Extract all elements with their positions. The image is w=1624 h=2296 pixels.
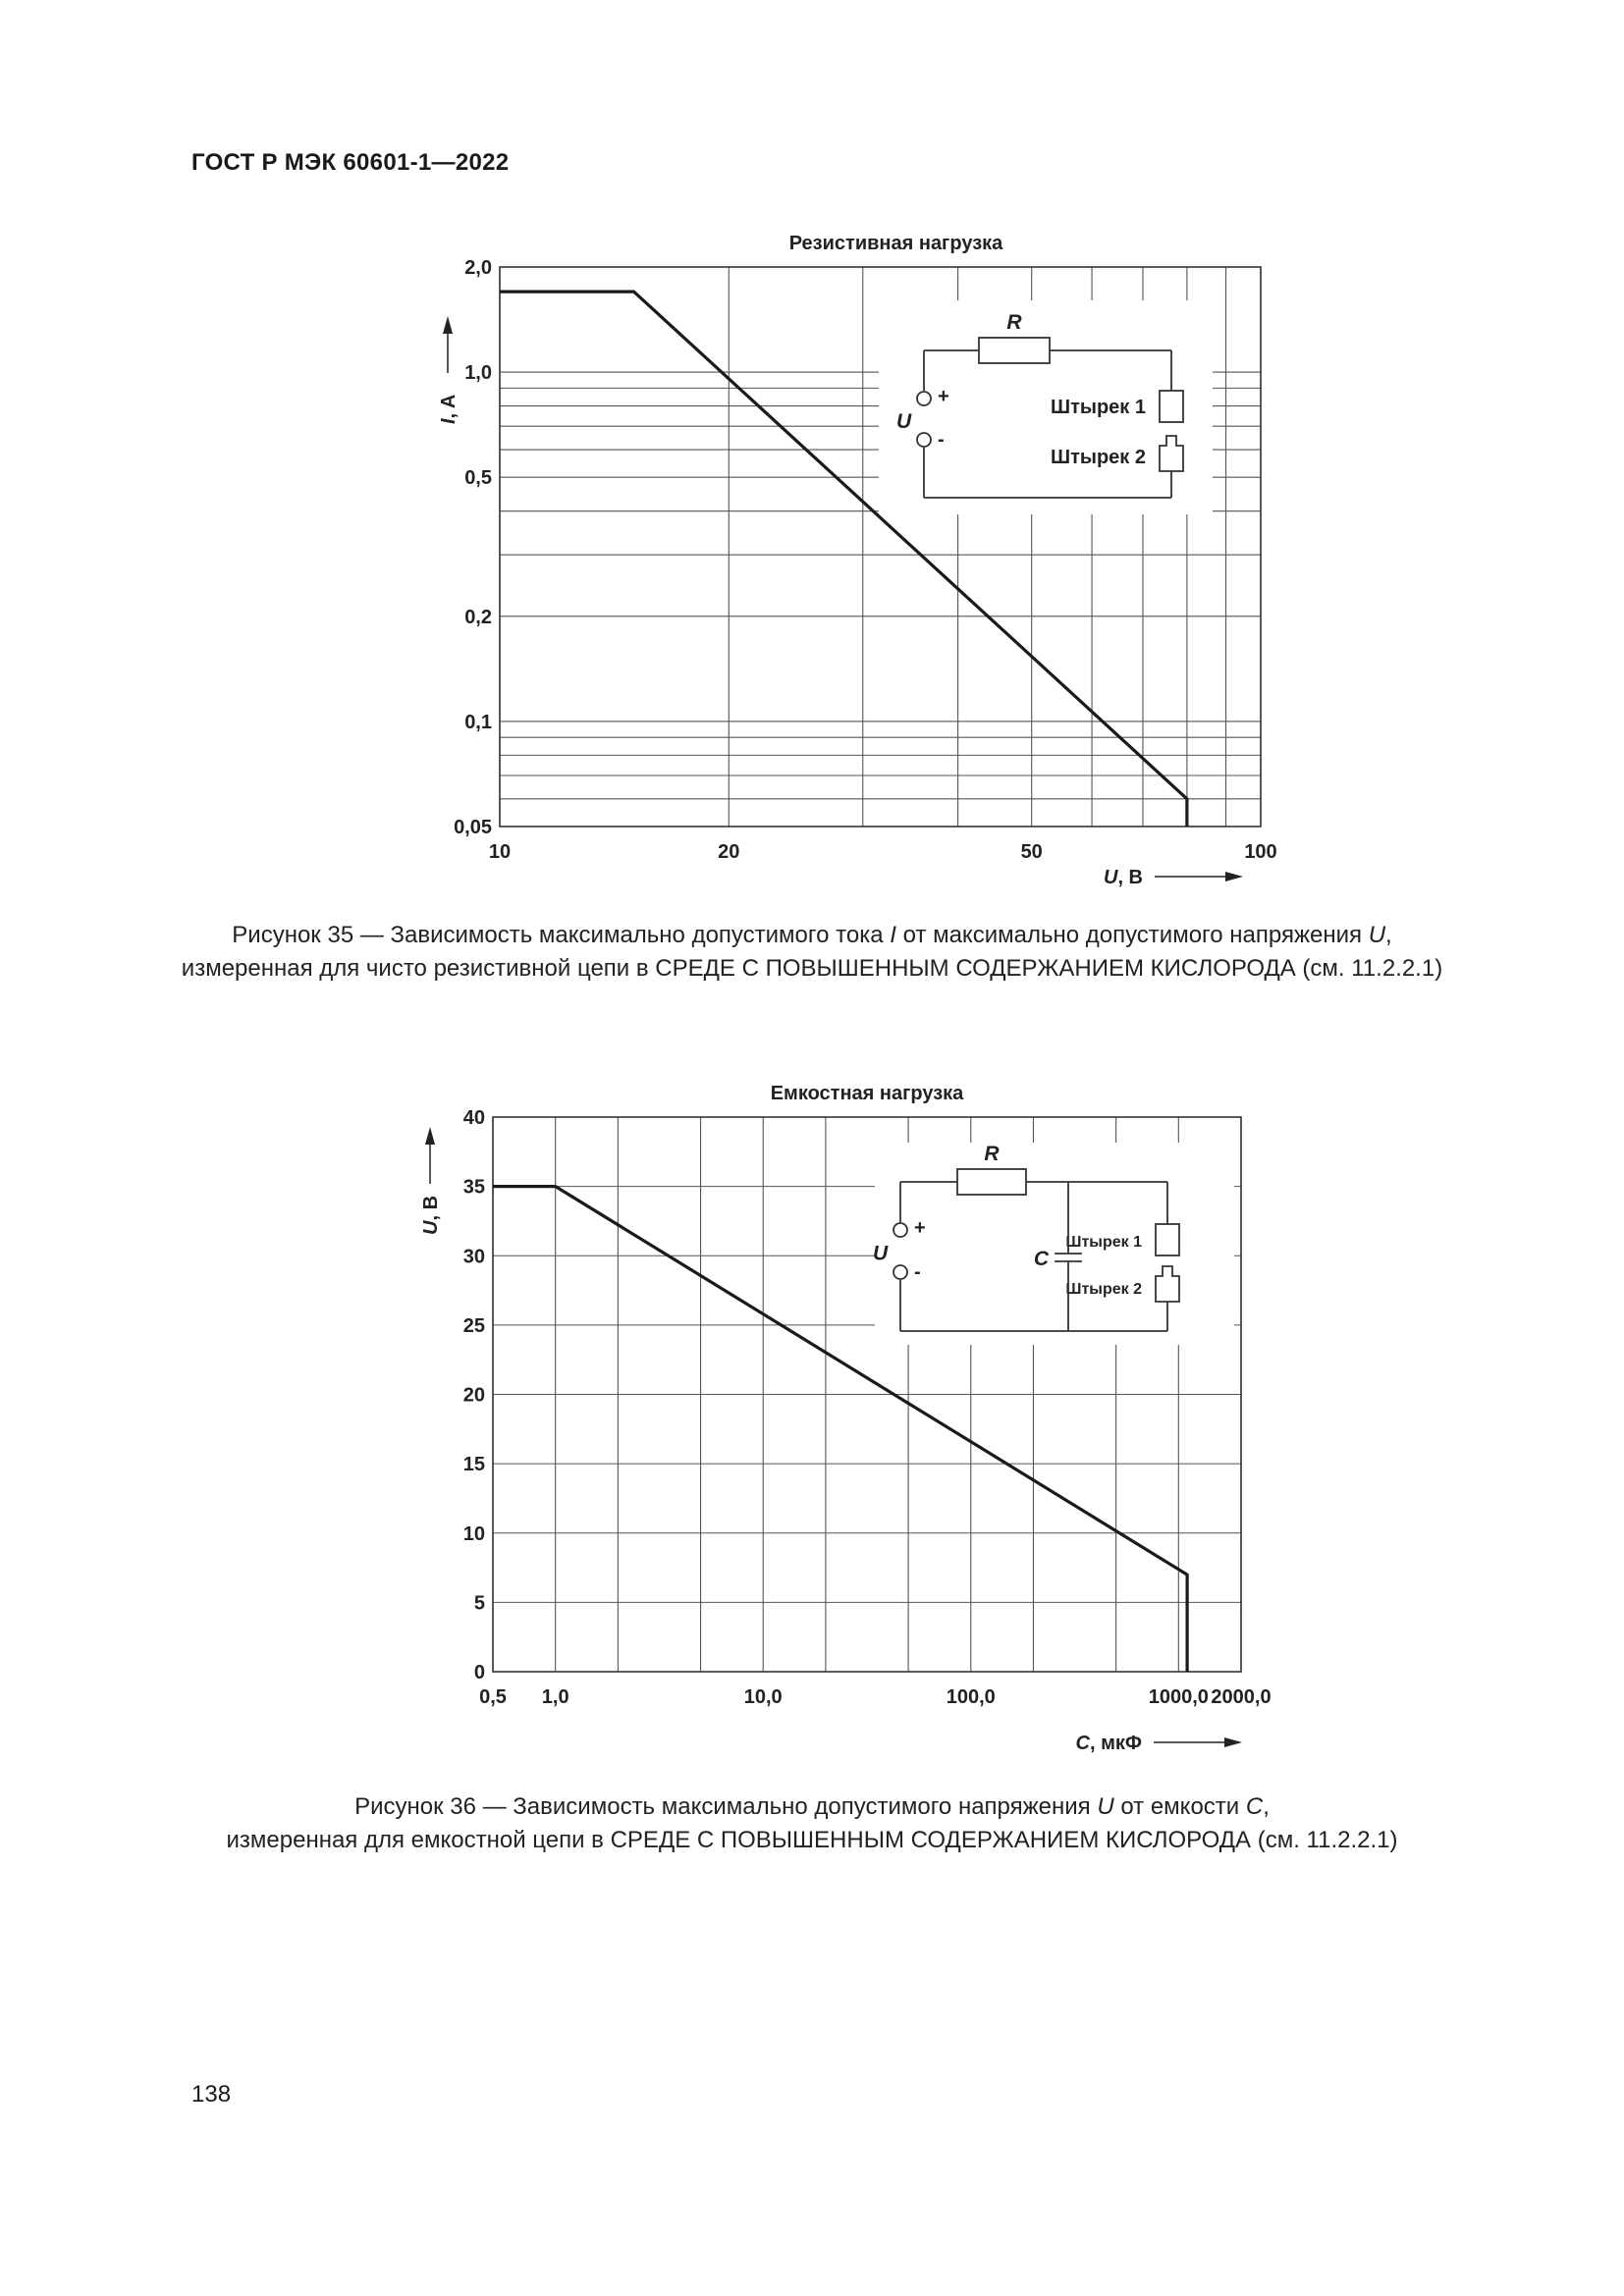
x-axis-arrow-head [1224, 1737, 1242, 1747]
x-tick-label: 10 [488, 841, 512, 863]
terminal-minus-symbol [893, 1265, 907, 1279]
y-tick-label: 0,5 [464, 467, 492, 490]
x-tick-label: 1,0 [541, 1686, 569, 1708]
plus-label: + [914, 1217, 926, 1239]
y-tick-label: 25 [462, 1314, 485, 1337]
minus-label: - [938, 429, 945, 451]
x-tick-label: 100,0 [946, 1686, 996, 1708]
y-tick-label: 10 [462, 1522, 485, 1545]
figure-35-caption-line-2: измеренная для чисто резистивной цепи в СРЕДЕ С ПОВЫШЕННЫМ СОДЕРЖАНИЕМ КИСЛОРОДА (см. 11.2.2.1) [181, 955, 1443, 982]
pin-2-label: Штырек 2 [1065, 1281, 1142, 1298]
figure-36-caption [0, 1790, 1624, 1857]
figure-36-caption-line-1: Рисунок 36 — Зависимость максимально допустимого напряжения U от емкости C, [354, 1793, 1270, 1820]
x-tick-label: 10,0 [743, 1686, 783, 1708]
x-tick-label: 20 [718, 841, 740, 863]
y-tick-label: 0,05 [454, 817, 492, 838]
figure-35-caption-line-1: Рисунок 35 — Зависимость максимально допустимого тока I от максимально допустимого напряжения U, [232, 922, 1392, 948]
figure-36-caption-line-2: измеренная для емкостной цепи в СРЕДЕ С ПОВЫШЕННЫМ СОДЕРЖАНИЕМ КИСЛОРОДА (см. 11.2.2.1) [226, 1827, 1398, 1853]
y-tick-label: 20 [462, 1384, 485, 1407]
x-tick-label: 0,5 [479, 1686, 507, 1708]
pin-1-label: Штырек 1 [1050, 397, 1146, 418]
y-tick-label: 0,2 [464, 606, 492, 628]
x-tick-label: 1000,0 [1148, 1686, 1209, 1708]
terminal-plus-symbol [893, 1223, 907, 1237]
page-number: 138 [191, 2081, 232, 2108]
chart-title: Емкостная нагрузка [770, 1083, 964, 1104]
x-tick-label: 50 [1020, 841, 1043, 863]
pin-2-label: Штырек 2 [1050, 447, 1146, 468]
y-tick-label: 5 [473, 1592, 485, 1615]
pin-1-symbol [1156, 1224, 1179, 1255]
x-axis-label: U, В [1103, 867, 1143, 888]
y-tick-label: 30 [462, 1246, 485, 1268]
y-tick-label: 0,1 [464, 711, 492, 733]
y-tick-label: 35 [462, 1176, 485, 1199]
y-axis-label: I, A [438, 394, 460, 424]
y-tick-label: 15 [462, 1454, 485, 1476]
y-axis-arrow-head [425, 1127, 435, 1145]
chart-title: Резистивная нагрузка [788, 233, 1003, 254]
y-tick-label: 2,0 [464, 257, 492, 279]
resistor-symbol [957, 1169, 1026, 1195]
y-tick-label: 40 [462, 1107, 485, 1129]
y-axis-label: U, В [420, 1195, 442, 1235]
resistor-label: R [1006, 311, 1022, 334]
y-tick-label: 1,0 [464, 362, 492, 385]
x-tick-label: 100 [1244, 841, 1277, 863]
pin-1-label: Штырек 1 [1065, 1234, 1142, 1251]
y-tick-label: 0 [473, 1662, 485, 1683]
document-header: ГОСТ Р МЭК 60601-1—2022 [191, 149, 510, 176]
source-label: U [896, 410, 912, 433]
plus-label: + [938, 386, 949, 407]
resistor-label: R [984, 1143, 1000, 1165]
x-tick-label: 2000,0 [1211, 1686, 1272, 1708]
x-axis-label: C, мкФ [1075, 1733, 1142, 1754]
circuit-inset-background [875, 1143, 1234, 1345]
capacitor-label: C [1033, 1248, 1049, 1270]
source-label: U [873, 1242, 889, 1265]
minus-label: - [914, 1261, 921, 1283]
